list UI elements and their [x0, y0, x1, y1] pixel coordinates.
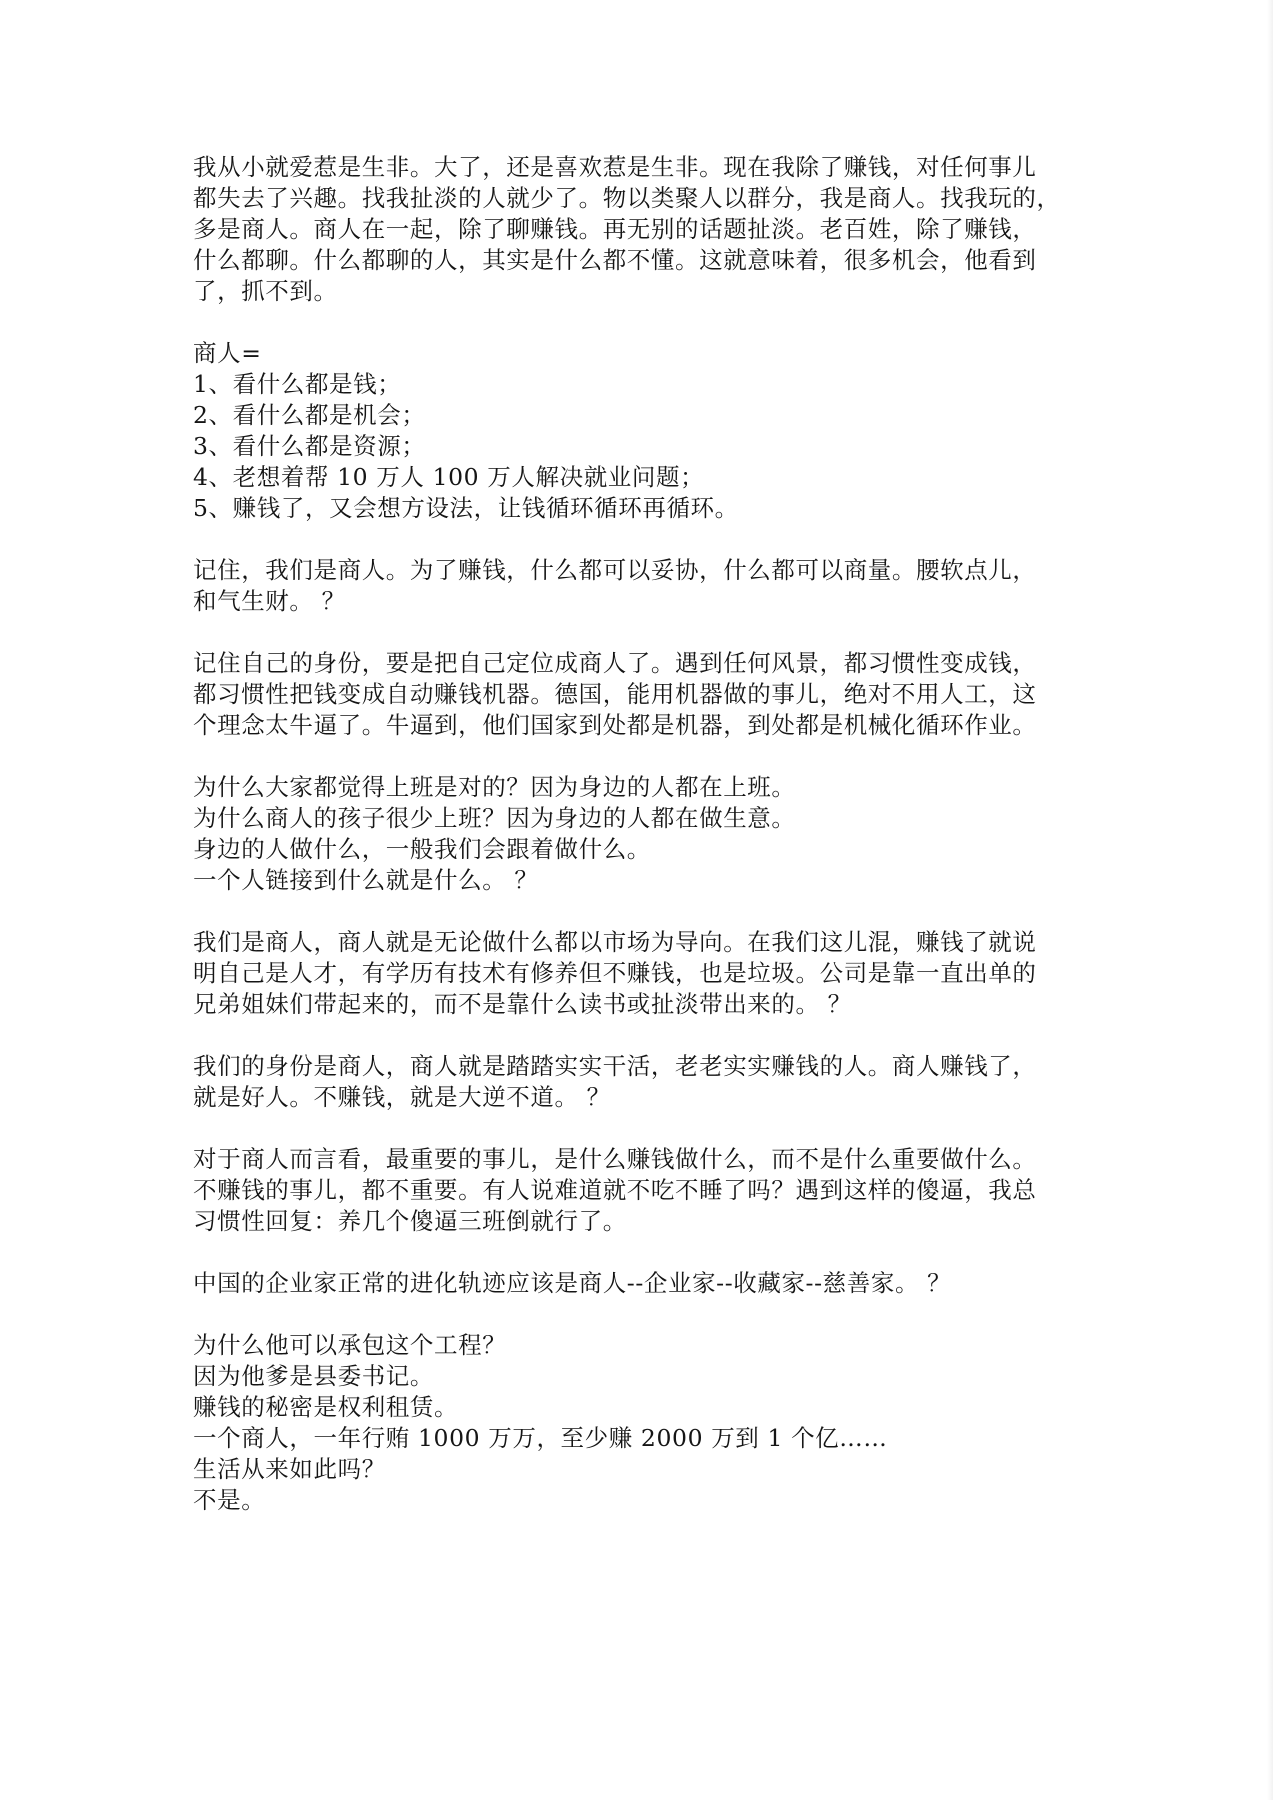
- paragraph: [193, 152, 1113, 307]
- paragraph: [193, 1268, 1113, 1299]
- text-line: 5、赚钱了，又会想方设法，让钱循环循环再循环。: [193, 494, 739, 522]
- text-line: 记住自己的身份，要是把自己定位成商人了。遇到任何风景，都习惯性变成钱，: [193, 649, 1037, 677]
- text-line: 3、看什么都是资源；: [193, 432, 426, 460]
- paragraph: [193, 1051, 1113, 1113]
- text-line: 明自己是人才，有学历有技术有修养但不赚钱，也是垃圾。公司是靠一直出单的: [193, 959, 1037, 987]
- text-line: 什么都聊。什么都聊的人，其实是什么都不懂。这就意味着，很多机会，他看到: [193, 246, 1037, 274]
- text-line: 因为他爹是县委书记。: [193, 1362, 434, 1390]
- paragraph: [193, 1330, 1113, 1516]
- text-line: 1、看什么都是钱；: [193, 370, 402, 398]
- text-line: 中国的企业家正常的进化轨迹应该是商人--企业家--收藏家--慈善家。 ？: [193, 1269, 952, 1297]
- text-line: 我们是商人，商人就是无论做什么都以市场为导向。在我们这儿混，赚钱了就说: [193, 928, 1037, 956]
- text-line: 多是商人。商人在一起，除了聊赚钱。再无别的话题扯淡。老百姓，除了赚钱，: [193, 215, 1037, 243]
- text-line: 生活从来如此吗？: [193, 1455, 386, 1483]
- paragraph: [193, 648, 1113, 741]
- text-line: 了，抓不到。: [193, 277, 338, 305]
- text-line: 习惯性回复：养几个傻逼三班倒就行了。: [193, 1207, 627, 1235]
- text-line: 和气生财。 ？: [193, 587, 346, 615]
- text-line: 不是。: [193, 1486, 266, 1514]
- paragraph: [193, 1144, 1113, 1237]
- text-line: 兄弟姐妹们带起来的，而不是靠什么读书或扯淡带出来的。 ？: [193, 990, 852, 1018]
- text-line: 不赚钱的事儿，都不重要。有人说难道就不吃不睡了吗？遇到这样的傻逼，我总: [193, 1176, 1037, 1204]
- document-body: [193, 152, 1113, 1547]
- text-line: 记住，我们是商人。为了赚钱，什么都可以妥协，什么都可以商量。腰软点儿，: [193, 556, 1037, 584]
- text-line: 对于商人而言看，最重要的事儿，是什么赚钱做什么，而不是什么重要做什么。: [193, 1145, 1037, 1173]
- text-line: 为什么大家都觉得上班是对的？因为身边的人都在上班。: [193, 773, 796, 801]
- paragraph: [193, 927, 1113, 1020]
- text-line: 商人=: [193, 339, 262, 367]
- text-line: 个理念太牛逼了。牛逼到，他们国家到处都是机器，到处都是机械化循环作业。: [193, 711, 1037, 739]
- paragraph: [193, 555, 1113, 617]
- text-line: 一个人链接到什么就是什么。 ？: [193, 866, 539, 894]
- text-line: 我们的身份是商人，商人就是踏踏实实干活，老老实实赚钱的人。商人赚钱了，: [193, 1052, 1037, 1080]
- text-line: 都习惯性把钱变成自动赚钱机器。德国，能用机器做的事儿，绝对不用人工，这: [193, 680, 1037, 708]
- text-line: 为什么他可以承包这个工程？: [193, 1331, 507, 1359]
- paragraph: [193, 338, 1113, 524]
- text-line: 身边的人做什么，一般我们会跟着做什么。: [193, 835, 651, 863]
- text-line: 我从小就爱惹是生非。大了，还是喜欢惹是生非。现在我除了赚钱，对任何事儿: [193, 153, 1037, 181]
- text-line: 都失去了兴趣。找我扯淡的人就少了。物以类聚人以群分，我是商人。找我玩的，: [193, 184, 1061, 212]
- text-line: 赚钱的秘密是权利租赁。: [193, 1393, 459, 1421]
- text-line: 2、看什么都是机会；: [193, 401, 426, 429]
- text-line: 一个商人，一年行贿 1000 万万，至少赚 2000 万到 1 个亿……: [193, 1424, 888, 1452]
- text-line: 为什么商人的孩子很少上班？因为身边的人都在做生意。: [193, 804, 796, 832]
- paragraph: [193, 772, 1113, 896]
- text-line: 就是好人。不赚钱，就是大逆不道。 ？: [193, 1083, 611, 1111]
- page-edge: [1267, 0, 1273, 1800]
- text-line: 4、老想着帮 10 万人 100 万人解决就业问题；: [193, 463, 705, 491]
